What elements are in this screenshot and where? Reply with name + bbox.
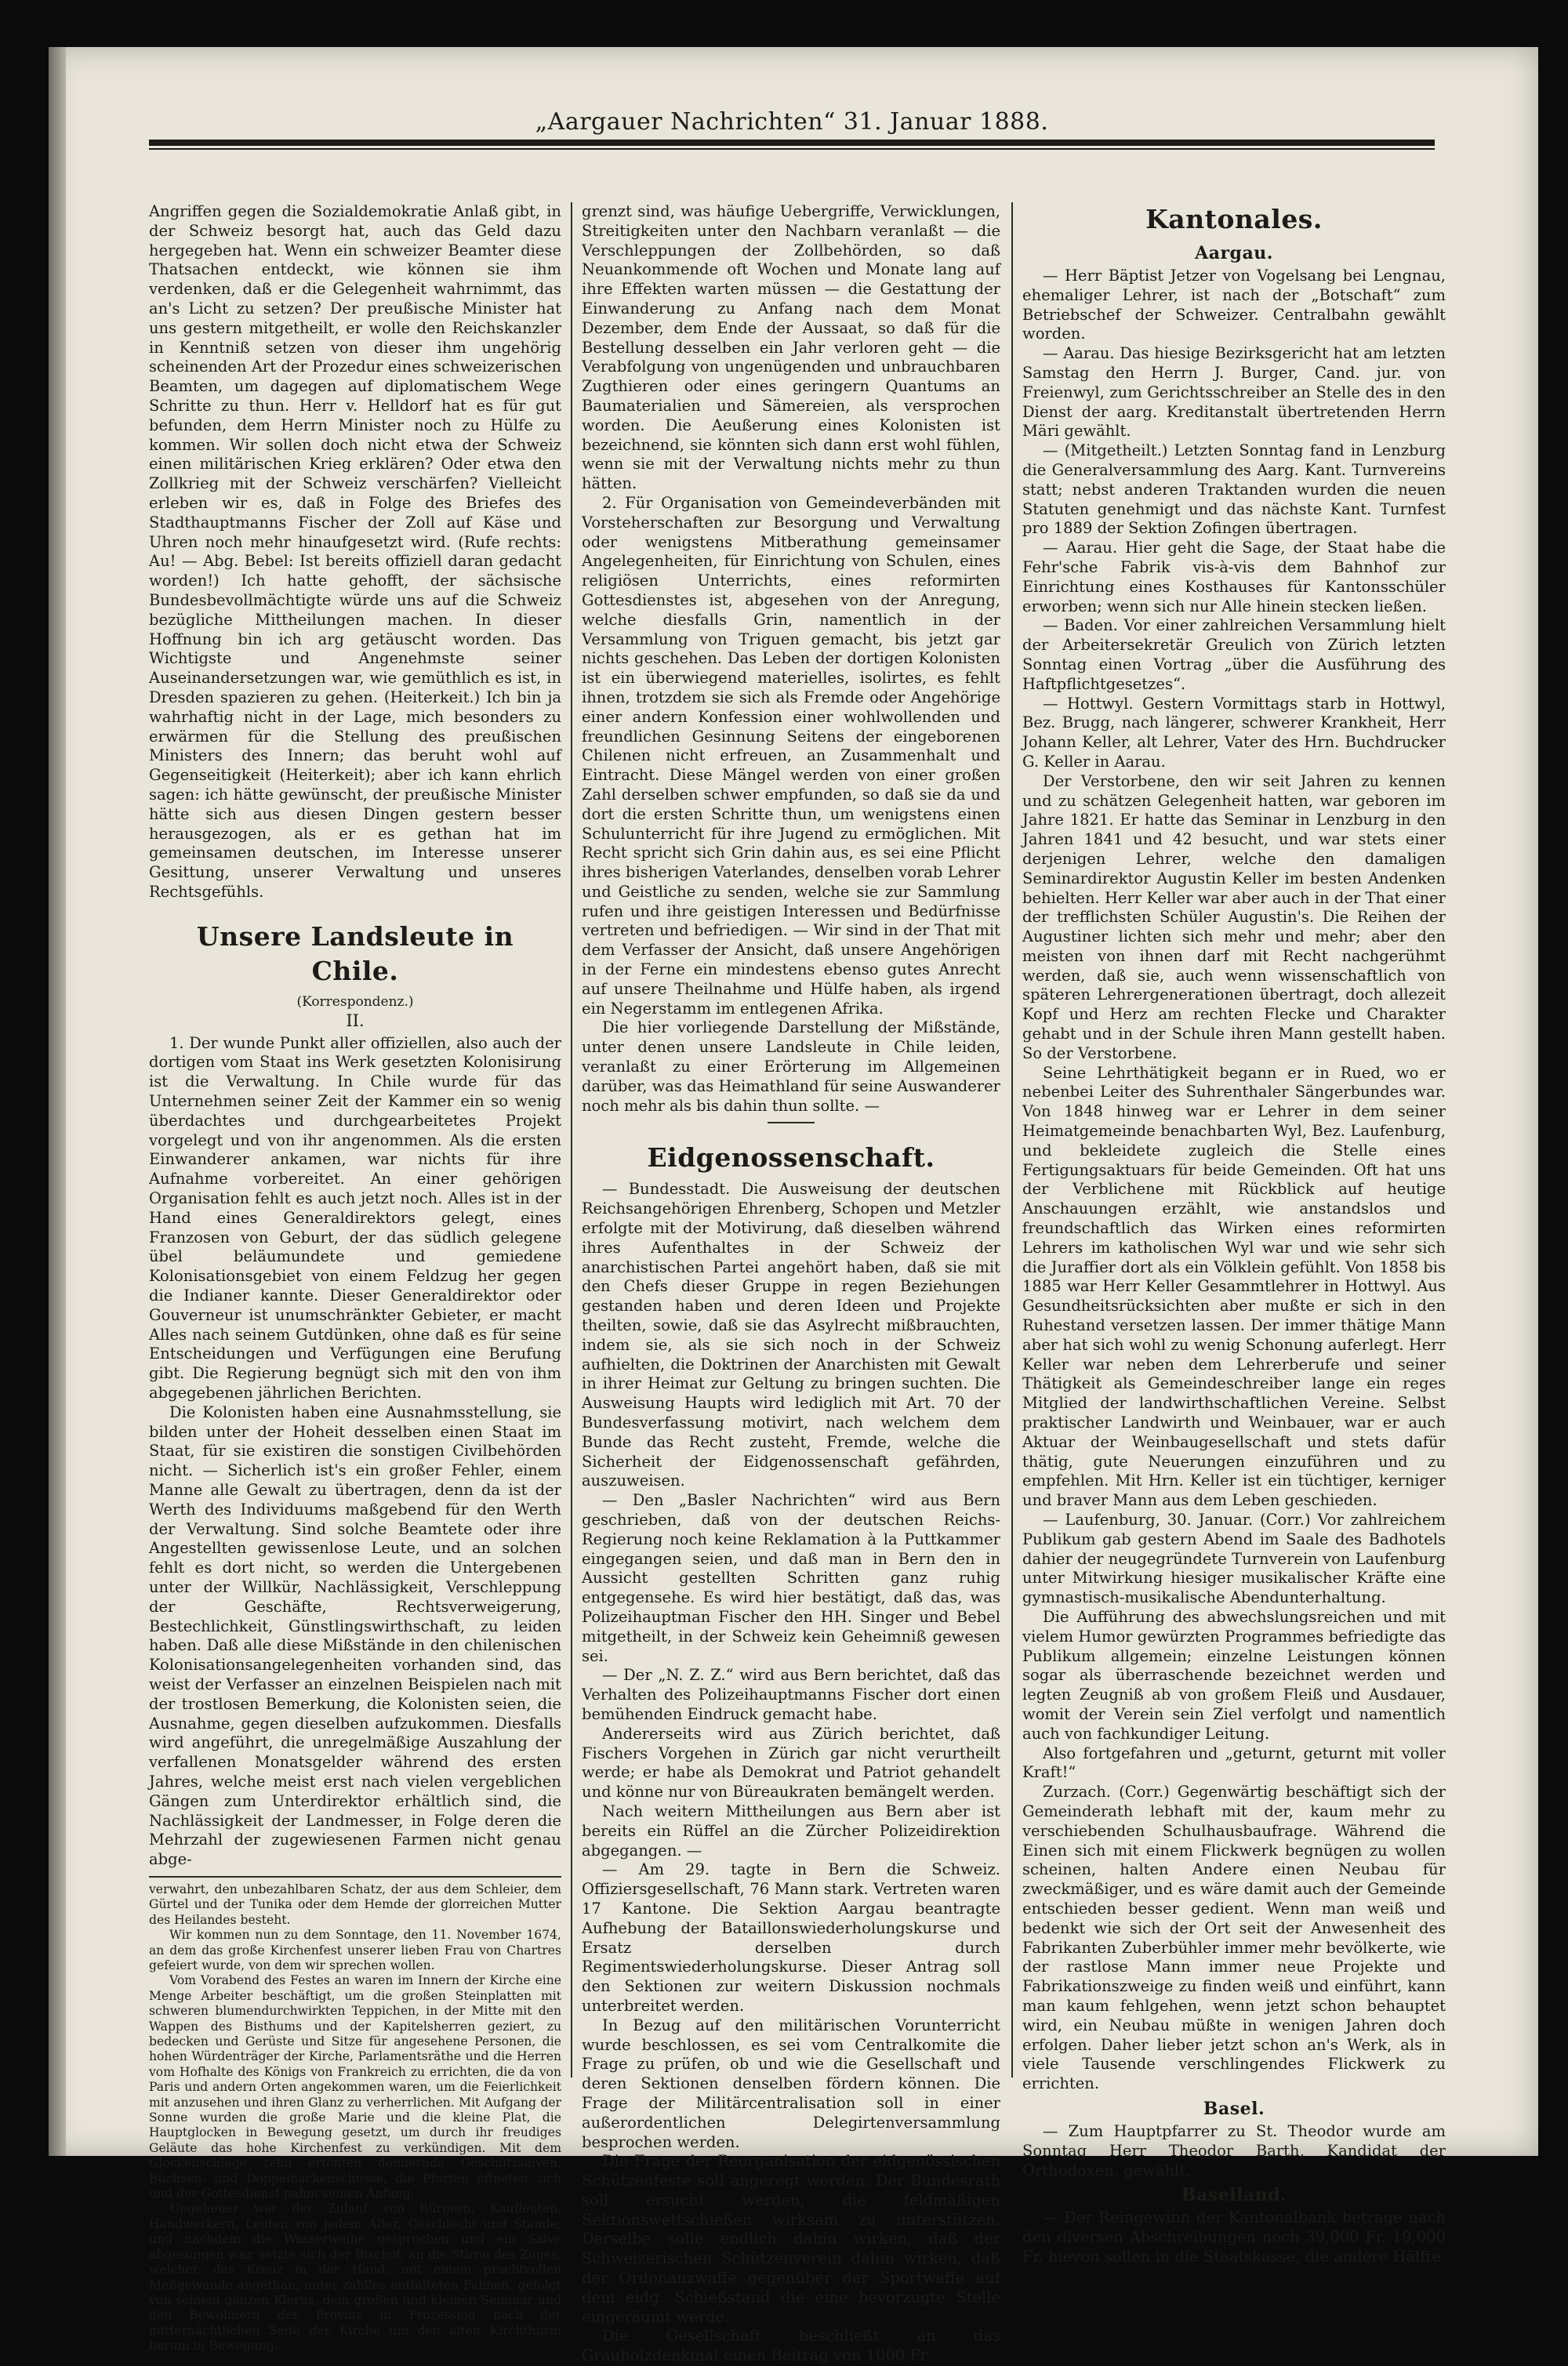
news-item: In Bezug auf den militärischen Vorunterricht wurde beschlossen, es sei vom Centralkomite die Frage zu prüfen, ob und wie die Gesellschaft und deren Sektionen denselben fördern können. Die Frage der Militärcentralisation soll in einer außerordentlichen Delegirtenversammlung besprochen werden. [582,2016,1000,2151]
subsection-basel: Basel. [1203,2098,1265,2119]
paragraph: 1. Der wunde Punkt aller offiziellen, also auch der dortigen vom Staat ins Werk gesetzten Kolonisirung ist die Verwaltung. In Chile wurde für das Unternehmen seiner Zeit der Kammer ein so wenig überdachtes und durchgearbeitetes Projekt vorgelegt und von ihr angenommen. Als die ersten Einwanderer ankamen, war nichts für ihre Aufnahme vorbereitet. An einer gehörigen Organisation fehlt es auch jetzt noch. Alles ist in der Hand eines Generaldirektors gelegt, eines Franzosen von Geburt, der das südlich gelegene übel beläumundete und gemiedene Kolonisationsgebiet von einem Feldzug her gegen die Indianer kannte. Dieser Generaldirektor oder Gouverneur ist unumschränkter Gebieter, er macht Alles nach seinem Gutdünken, ohne daß es für seine Entscheidungen und Verfügungen eine Berufung gibt. Die Regierung begnügt sich mit den von ihm abgegebenen jährlichen Berichten. [149,1033,561,1403]
article-continuation: grenzt sind, was häufige Uebergriffe, Verwicklungen, Streitigkeiten unter den Nachbarn veranlaßt — die Verschleppungen der Zollbehörden, so daß Neuankommende oft Wochen und Monate lang auf ihre Effekten warten müssen — die Gestattung der Einwanderung zu Anfang nach dem Monat Dezember, dem Ende der Aussaat, so daß für die Bestellung desselben ein Jahr verloren geht — die Verabfolgung von ungenügenden und unbrauchbaren Zugthieren oder eines geringern Quantums an Baumaterialien und Sämereien, als versprochen worden. Die Aeußerung eines Kolonisten ist bezeichnend, sie könnten sich dann erst wohl fühlen, wenn sie mit der Verwaltung nichts mehr zu thun hätten. [582,202,1000,493]
header-rule-thick [149,140,1435,146]
news-item: Der Verstorbene, den wir seit Jahren zu kennen und zu schätzen Gelegenheit hatten, war geboren im Jahre 1821. Er hatte das Seminar in Lenzburg in den Jahren 1841 und 42 besucht, und war stets einer derjenigen Lehrer, welche den damaligen Seminardirektor Augustin Keller im besten Andenken behielten. Herr Keller war aber auch in der That einer der trefflichsten Schüler Augustin's. Die Reihen der Augustiner lichten sich mehr und mehr; aber den meisten von ihnen darf mit Recht nachgerühmt werden, daß sie, auch wenn wissenschaftlich von späteren Lehrergenerationen übertragt, doch allezeit Kopf und Herz am rechten Flecke und Charakter gehabt und in der Schule ihren Mann gestellt haben. So der Verstorbene. [1022,771,1446,1062]
column-2 [582,202,1000,2365]
article-continuation: Angriffen gegen die Sozialdemokratie Anlaß gibt, in der Schweiz besorgt hat, auch das Geld dazu hergegeben hat. Wenn ein schweizer Beamter diese Thatsachen entdeckt, wie können sie ihm verdenken, daß er die Gelegenheit wahrnimmt, das an's Licht zu setzen? Der preußische Minister hat uns gestern mitgetheilt, er wolle den Reichskanzler in Kenntniß setzen von dieser ihm ungehörig scheinenden Art der Prozedur eines schweizerischen Beamten, um dagegen auf diplomatischem Wege Schritte zu thun. Herr v. Helldorf hat es für gut befunden, dem Herrn Minister noch zu Hülfe zu kommen. Wir sollen doch nicht etwa der Schweiz einen militärischen Krieg erklären? Oder etwa den Zollkrieg mit der Schweiz verschärfen? Vielleicht erleben wir es, daß in Folge des Briefes des Stadthauptmanns Fischer der Zoll auf Käse und Uhren noch mehr hinaufgesetzt wird. (Rufe rechts: Au! — Abg. Bebel: Ist bereits offiziell daran gedacht worden!) Ich hatte gehofft, der sächsische Bundesbevollmächtigte würde uns auf die Schweiz bezügliche Mittheilungen machen. In dieser Hoffnung bin ich arg getäuscht worden. Das Wichtigste und Angenehmste seiner Auseinandersetzungen war, wie gemüthlich es ist, in Dresden spazieren zu gehen. (Heiterkeit.) Ich bin ja wahrhaftig nicht in der Lage, mich besonders zu erwärmen für die Stellung des preußischen Ministers des Innern; das beruht wohl auf Gegenseitigkeit (Heiterkeit); aber ich kann ehrlich sagen: ich hätte gewünscht, der preußische Minister hätte sich aus diesen Dingen gestern besser herausgezogen, als er es gethan hat im gemeinsamen deutschen, im Interesse unserer Gesittung, unserer Verwaltung und unseres Rechtsgefühls. [149,202,561,901]
news-item: Die Aufführung des abwechslungsreichen und mit vielem Humor gewürzten Programmes befriedigte das Publikum allgemein; einzelne Leistungen können sogar als überraschende bezeichnet werden und legten Zeugniß ab von großem Fleiß und Ausdauer, womit der Verein sein Ziel verfolgt und namentlich auch von fachkundiger Leitung. [1022,1607,1446,1743]
news-item: Zurzach. (Corr.) Gegenwärtig beschäftigt sich der Gemeinderath lebhaft mit der, kaum mehr zu verschiebenden Schulhausbaufrage. Während die Einen sich mit einem Flickwerk begnügen zu wollen scheinen, halten Andere einen Neubau für zweckmäßiger, und es wäre damit auch der Gemeinde entschieden besser gedient. Wenn man weiß und bedenkt wie sich der Ort seit der Anwesenheit des Fabrikanten Zuberbühler immer mehr bevölkerte, wie der rastlose Mann immer neue Projekte und Fabrikationszweige zu finden weiß und einführt, kann man kaum fehlgehen, wenn jetzt schon behauptet wird, ein Neubau müßte in wenigen Jahren doch erfolgen. Daher lieber jetzt schon an's Werk, als in viele Tausende verschlingendes Flickwerk zu errichten. [1022,1783,1446,2093]
news-item: Andererseits wird aus Zürich berichtet, daß Fischers Vorgehen in Zürich gar nicht verurtheilt werde; er habe als Demokrat und Patriot gehandelt und könne nur von Büreaukraten bemängelt werden. [582,1724,1000,1802]
news-item: — Baden. Vor einer zahlreichen Versammlung hielt der Arbeitersekretär Greulich von Zürich letzten Sonntag einen Vortrag „über die Ausführung des Haftpflichtgesetzes“. [1022,616,1446,693]
news-item: — (Mitgetheilt.) Letzten Sonntag fand in Lenzburg die Generalversammlung des Aarg. Kant. Turnvereins statt; nebst anderen Traktanden wurden die neuen Statuten genehmigt und das nächste Kant. Turnfest pro 1889 der Sektion Zofingen übertragen. [1022,441,1446,538]
news-item: — Am 29. tagte in Bern die Schweiz. Offiziersgesellschaft, 76 Mann stark. Vertreten waren 17 Kantone. Die Sektion Aargau beantragte Aufhebung der Bataillonswiederholungskurse und Ersatz derselben durch Regimentswiederholungskurse. Dieser Antrag soll den Sektionen zur weitern Diskussion nochmals unterbreitet werden. [582,1860,1000,2015]
feuilleton-rule [149,1876,561,1878]
feuilleton-paragraph: verwahrt, den unbezahlbaren Schatz, der aus dem Schleier, dem Gürtel und der Tunika oder dem Hemde der glorreichen Mutter des Heilandes besteht. [149,1882,561,1927]
column-1 [149,202,561,2353]
paragraph: 2. Für Organisation von Gemeindeverbänden mit Vorsteherschaften zur Besorgung und Verwaltung oder wenigstens Mitberathung gemeinsamer Angelegenheiten, für Einrichtung von Schulen, eines religiösen Unterrichts, eines reformirten Gottesdienstes ist, abgesehen von der Anregung, welche diesfalls Grin, namentlich in der Versammlung von Triguen gemacht, bis jetzt gar nichts geschehen. Das Leben der dortigen Kolonisten ist ein überwiegend materielles, isolirtes, es fehlt ihnen, trotzdem sie sich als Fremde oder Angehörige einer andern Konfession einer wohlwollenden und freundlichen Gesinnung Seitens der eingeborenen Chilenen nicht erfreuen, an Zusammenhalt und Eintracht. Diese Mängel werden von einer großen Zahl derselben schwer empfunden, so daß sie da und dort die ersten Schritte thun, um wenigstens einen Schulunterricht für ihre Jugend zu ermöglichen. Mit Recht spricht sich Grin dahin aus, es sei eine Pflicht ihres bisherigen Vaterlandes, denselben vorab Lehrer und Geistliche zu senden, welche sie zur Sammlung rufen und ihre geistigen Interessen und Bedürfnisse vertreten und befriedigen. — Wir sind in der That mit dem Verfasser der Ansicht, daß unsere Angehörigen in der Ferne ein mindestens ebenso gutes Anrecht auf unsere Theilnahme und Hülfe haben, als irgend ein Negerstamm im entlegenen Afrika. [582,493,1000,1018]
feuilleton-paragraph: Vom Vorabend des Festes an waren im Innern der Kirche eine Menge Arbeiter beschäftigt, um die großen Steinplatten mit schweren blumendurchwirkten Teppichen, in der Mitte mit den Wappen des Bisthums und der Kapitelsherren geziert, zu bedecken und Gerüste und Sitze für angesehene Personen, die hohen Würdenträger der Kirche, Parlamentsräthe und die Herren vom Hofhalte des Königs von Frankreich zu errichten, die da von Paris und andern Orten angekommen waren, um die Feierlichkeit mit anzusehen und ihren Glanz zu verherrlichen. Mit Aufgang der Sonne wurden die große Marie und die kleine Plat, die Hauptglocken in Bewegung gesetzt, um durch ihr freudiges Geläute das hohe Kirchenfest zu verkündigen. Mit dem Glockenschlage zehn ertönten donnernde Geschützsalven, Büchsen- und Doppelhackenschüsse, die Pforten öffneten sich und der Gottesdienst nahm seinen Anfang. [149,1973,561,2201]
news-item: Die Frage der Reorganisation der eidgenössischen Schützenfeste soll angeregt werden. Der Bundesrath soll ersucht werden, die feldmäßigen Sektionswettschießen wirksam zu unterstützen. Derselbe solle endlich dahin wirken, daß der Schweizerischen Schützenverein dahin wirken, daß der Ordonanzwaffe gegenüber der Sportwaffe auf dem eidg. Schießstand die eine bevorzugte Stelle eingeräumt werde. [582,2152,1000,2326]
news-item: — Laufenburg, 30. Januar. (Corr.) Vor zahlreichem Publikum gab gestern Abend im Saale des Badhotels dahier der neugegründete Turnverein von Laufenburg unter Mitwirkung hiesiger musikalischer Kräfte eine gymnastisch-musikalische Abendunterhaltung. [1022,1511,1446,1607]
news-item: — Bundesstadt. Die Ausweisung der deutschen Reichsangehörigen Ehrenberg, Schopen und Metzler erfolgte mit der Motivirung, daß dieselben während ihres Aufenthaltes in der Schweiz der anarchistischen Partei angehört haben, daß sie mit den Chefs dieser Gruppe in regen Beziehungen gestanden haben und deren Ideen und Projekte theilten, sowie, daß sie das Asylrecht mißbrauchten, indem sie, als sie sich noch in der Schweiz aufhielten, die Doktrinen der Anarchisten mit Gewalt in ihrer Heimat zur Geltung zu bringen suchten. Die Ausweisung Haupts wird lediglich mit Art. 70 der Bundesverfassung motivirt, nach welchem dem Bunde das Recht zusteht, Fremde, welche die Sicherheit der Eidgenossenschaft gefährden, auszuweisen. [582,1180,1000,1490]
article-title-chile: Unsere Landsleute in Chile. [196,920,514,986]
news-item: — Hottwyl. Gestern Vormittags starb in Hottwyl, Bez. Brugg, nach längerer, schwerer Krankheit, Herr Johann Keller, alt Lehrer, Vater des Hrn. Buchdrucker G. Keller in Aarau. [1022,694,1446,771]
news-item: Die Gesellschaft beschließt an das Grauholzdenkmal einen Beitrag von 1000 Fr. [582,2327,1000,2365]
column-3 [1022,202,1446,2266]
page-edge-shadow [49,47,66,2156]
page-header [149,88,1435,151]
news-item: — Der Reingewinn der Kantonalbank betrage nach den diversen Abschreibungen noch 39,000 Fr. 19,000 Fr. hievon sollen in die Staatskasse, die andere Hälfte [1022,2208,1446,2266]
feuilleton-paragraph: Ungeheuer war der Zulauf von Bürgern, Kaufleuten, Handwerkern, Leuten von jedem Alter, Geschlecht und Stande; und nachdem die Wasserweihe gesprochen und ein Salve abgesungen war, setzte sich der Bischof, an die Stirne des Zuges, welcher, das Kreuz in der Hand, mit einem prachtvollen Meßgewande angethan, unter zahllos entfalteten Fahnen, gefolgt von seinem ganzen Klerus, dem großen und kleinen Seminar und den Bewohnern der Provinz in Prozession nach der mitternächtlichen Seite der Kirche um den alten Kirchthurm herum in Bewegung. [149,2201,561,2353]
section-title-eidgenossenschaft: Eidgenossenschaft. [647,1142,935,1174]
paragraph: Die hier vorliegende Darstellung der Mißstände, unter denen unsere Landsleute in Chile leiden, veranlaßt zu einer Erörterung im Allgemeinen darüber, was das Heimathland für seine Auswanderer noch mehr als bis dahin thun sollte. — [582,1018,1000,1115]
subsection-aargau: Aargau. [1195,243,1273,263]
feuilleton-paragraph: Wir kommen nun zu dem Sonntage, den 11. November 1674, an dem das große Kirchenfest unserer lieben Frau von Chartres gefeiert wurde, von dem wir sprechen wollen. [149,1928,561,1972]
section-title-kantonales: Kantonales. [1145,204,1323,234]
subsection-baselland: Baselland. [1181,2185,1287,2206]
news-item: Seine Lehrthätigkeit begann er in Rued, wo er nebenbei Leiter des Suhrenthaler Sängerbundes war. Von 1848 hinweg war er Lehrer in dem seiner Heimatgemeinde benachbarten Wyl, Bez. Laufenburg, und bekleidete zugleich die Stelle eines Fertigungsaktuars für beide Gemeinden. Oft hat uns der Verblichene mit Rückblick auf heutige Anschauungen erzählt, wie anstandslos und freundschaftlich das Wirken eines reformirten Lehrers im katholischen Wyl war und wie sehr sich die Juraffier dort als ein Völklein gefühlt. Von 1858 bis 1885 war Herr Keller Gesammtlehrer in Hottwyl. Aus Gesundheitsrücksichten aber mußte er sich in den Ruhestand versetzen lassen. Der immer thätige Mann aber hat sich wohl zu wenig Schonung auferlegt. Herr Keller war neben dem Lehrerberufe und seiner Thätigkeit als Gemeindeschreiber lange ein reges Mitglied der landwirthschaftlichen Vereine. Selbst praktischer Landwirth und Weinbauer, war er auch Aktuar der Weinbaugesellschaft und stets dafür thätig, gute Neuerungen einzuführen und zu empfehlen. Mit Hrn. Keller ist ein tüchtiger, kerniger und braver Mann aus dem Leben geschieden. [1022,1063,1446,1510]
separator-rule [768,1122,815,1123]
column-divider-1 [571,202,572,2078]
news-item: — Zum Hauptpfarrer zu St. Theodor wurde am Sonntag Herr Theodor Barth, Kandidat der Orthodoxen, gewählt. [1022,2121,1446,2179]
news-item: — Der „N. Z. Z.“ wird aus Bern berichtet, daß das Verhalten des Polizeihauptmanns Fischer dort einen bemühenden Eindruck gemacht habe. [582,1666,1000,1723]
news-item: Also fortgefahren und „geturnt, geturnt mit voller Kraft!“ [1022,1744,1446,1782]
header-rule-thin [149,148,1435,150]
news-item: — Aarau. Das hiesige Bezirksgericht hat am letzten Samstag den Herrn J. Burger, Cand. jur. von Freienwyl, zum Gerichtsschreiber an Stelle des in den Dienst der aarg. Kreditanstalt übertretenden Herrn Märi gewählt. [1022,344,1446,441]
news-item: — Den „Basler Nachrichten“ wird aus Bern geschrieben, daß von der deutschen Reichs-Regierung noch keine Reklamation à la Puttkammer eingegangen seien, und daß man in Bern den in Aussicht gestellten Schritten ganz ruhig entgegensehe. Es wird hier bestätigt, daß das, was Polizeihauptman Fischer den HH. Singer und Bebel mitgetheilt, in der Schweiz kein Geheimniß gewesen sei. [582,1491,1000,1665]
news-item: — Herr Bäptist Jetzer von Vogelsang bei Lengnau, ehemaliger Lehrer, ist nach der „Botschaft“ zum Betriebschef der Schweizer. Centralbahn gewählt worden. [1022,267,1446,343]
paragraph: Die Kolonisten haben eine Ausnahmsstellung, sie bilden unter der Hoheit desselben einen Staat im Staat, für sie existiren die sonstigen Civilbehörden nicht. — Sicherlich ist's ein großer Fehler, einem Manne alle Gewalt zu übertragen, denn da ist der Werth des Individuums maßgebend für den Werth der Verwaltung. Sind solche Beamtete oder ihre Angestellten gewissenlose Leute, und an solchen fehlt es dort nicht, so werden die Untergebenen unter der Willkür, Nachlässigkeit, Verschleppung der Geschäfte, Rechtsverweigerung, Bestechlichkeit, Günstlingswirthschaft, zu leiden haben. Daß alle diese Mißstände in den chilenischen Kolonisationsangelegenheiten vorhanden sind, das weist der Verfasser an einzelnen Beispielen nach mit der trostlosen Bemerkung, die Kolonisten seien, die Ausnahme, gegen dieselben aufzukommen. Diesfalls wird angeführt, die unregelmäßige Auszahlung der verfallenen Monatsgelder während des ersten Jahres, welche meist erst nach vielen vergeblichen Gängen zum Unterdirektor erhältlich sind, die Nachlässigkeit der Landmesser, in Folge deren die Mehrzahl der zugewiesenen Farmen nicht genau abge- [149,1403,561,1869]
news-item: — Aarau. Hier geht die Sage, der Staat habe die Fehr'sche Fabrik vis-à-vis dem Bahnhof zur Einrichtung eines Kosthauses für Kantonsschüler erworben; wenn sich nur Alle hinein stecken ließen. [1022,539,1446,615]
masthead-date-line: „Aargauer Nachrichten“ 31. Januar 1888. [535,108,1049,136]
column-divider-2 [1011,202,1013,2078]
news-item: Nach weitern Mittheilungen aus Bern aber ist bereits ein Rüffel an die Zürcher Polizeidirektion abgegangen. — [582,1802,1000,1860]
article-part-number: II. [346,1011,365,1030]
feuilleton-section [149,1882,561,2354]
article-byline: (Korrespondenz.) [296,993,414,1010]
